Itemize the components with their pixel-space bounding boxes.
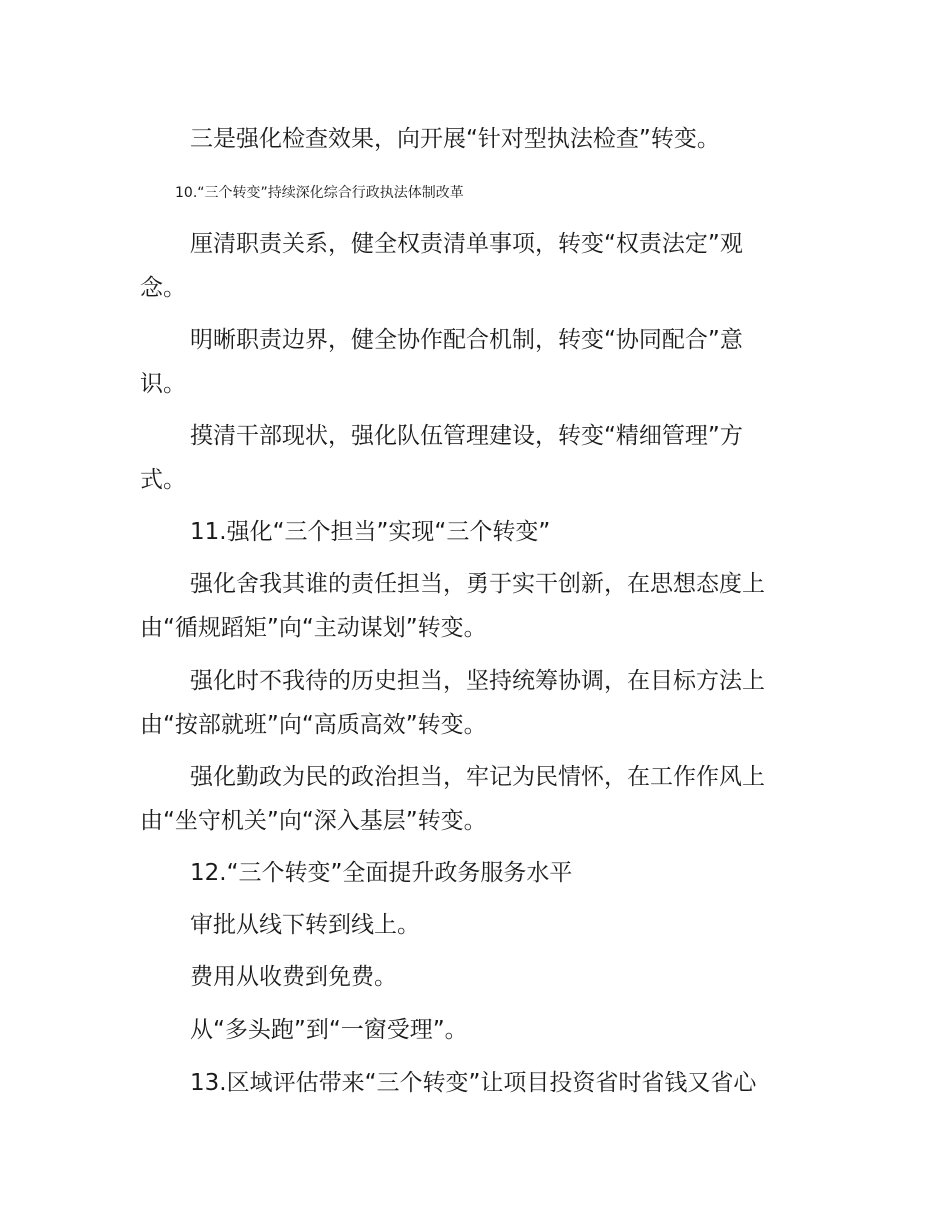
paragraph-line: 从“多头跑”到“一窗受理”。 (190, 1017, 468, 1043)
paragraph-line: 明晰职责边界，健全协作配合机制，转变“协同配合”意 (190, 327, 743, 353)
paragraph-line: 摸清干部现状，强化队伍管理建设，转变“精细管理”方 (190, 423, 743, 449)
paragraph-line: 厘清职责关系，健全权责清单事项，转变“权责法定”观 (190, 231, 743, 257)
paragraph-line: 强化时不我待的历史担当，坚持统筹协调，在目标方法上 (190, 668, 765, 694)
paragraph-line: 费用从收费到免费。 (190, 964, 397, 990)
section-heading: 11.强化“三个担当”实现“三个转变” (190, 519, 551, 545)
paragraph-line: 由“坐守机关”向“深入基层”转变。 (140, 808, 487, 834)
paragraph-line: 念。 (140, 275, 186, 301)
paragraph-line: 由“按部就班”向“高质高效”转变。 (140, 712, 487, 738)
paragraph-line: 强化勤政为民的政治担当，牢记为民情怀，在工作作风上 (190, 764, 765, 790)
paragraph-line: 识。 (140, 371, 186, 397)
paragraph-line: 由“循规蹈矩”向“主动谋划”转变。 (140, 615, 487, 641)
section-heading: 12.“三个转变”全面提升政务服务水平 (190, 860, 573, 886)
section-heading-small: 10.“三个转变”持续深化综合行政执法体制改革 (175, 185, 464, 201)
paragraph-line: 强化舍我其谁的责任担当，勇于实干创新，在思想态度上 (190, 571, 765, 597)
paragraph-line: 三是强化检查效果，向开展“针对型执法检查”转变。 (190, 126, 720, 152)
section-heading: 13.区域评估带来“三个转变”让项目投资省时省钱又省心 (190, 1070, 757, 1096)
paragraph-line: 审批从线下转到线上。 (190, 912, 420, 938)
paragraph-line: 式。 (140, 467, 186, 493)
